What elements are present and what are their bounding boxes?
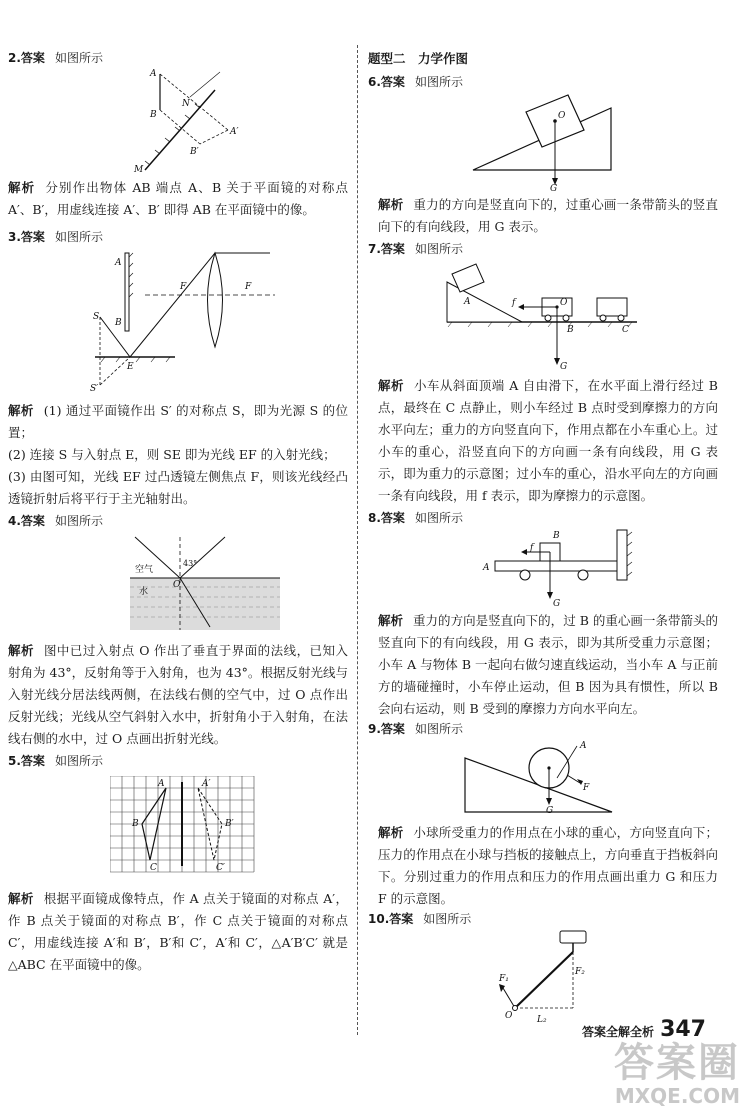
svg-text:B′: B′ xyxy=(225,819,234,829)
q3-explanation: 解析 (1) 通过平面镜作出 S′ 的对称点 S，即为光源 S 的位置； (2) 连接 S 与入射点 E，则 SE 即为光线 EF 的入射光线； (3) 由图可知，光线 EF 过凸透镜左侧焦点 F，则该光线经凸透镜折射后将平行于主光轴射出。 xyxy=(8,403,348,506)
svg-text:C′: C′ xyxy=(216,863,225,873)
svg-text:C: C xyxy=(150,863,157,873)
column-divider xyxy=(357,45,358,1035)
svg-text:N: N xyxy=(182,99,190,109)
q5-answer: 5.答案 如图所示 xyxy=(8,754,103,768)
watermark: 答案圈 MXQE.COM xyxy=(614,1040,740,1108)
svg-text:O: O xyxy=(505,1011,513,1021)
q2-answer: 2.答案 如图所示 xyxy=(8,51,103,65)
q5-explanation: 解析 根据平面镜成像特点，作 A 点关于镜面的对称点 A′，作 B 点关于镜面的对称点 B′，作 C 点关于镜面的对称点 C′，用虚线连接 A′和 B′，B′和 C′，A′和 C′，△A′B′C′ 就是△ABC 在平面镜中的像。 xyxy=(8,891,348,972)
svg-text:A′: A′ xyxy=(202,779,211,789)
q9-answer: 9.答案 如图所示 xyxy=(368,722,463,736)
q7-explanation: 解析 小车从斜面顶端 A 自由滑下，在水平面上滑行经过 B 点，最终在 C 点静止，则小车经过 B 点时受到摩擦力的方向水平向左；重力的方向竖直向下，作用点都在小车重心上。过小车的重心，沿竖直向下的方向画一条有向线段，用 G 表示，即为重力的示意图；过小车的重心，沿水平向左的方向画一条有向线段，用 f 表示，即为摩擦力的示意图。 xyxy=(378,378,718,503)
svg-text:S: S xyxy=(93,312,100,322)
q4-explanation: 解析 图中已过入射点 O 作出了垂直于界面的法线，已知入射角为 43°，反射角等于入射角，也为 43°。根据反射光线与入射光线分居法线两侧，在法线右侧的空气中，过 O 点作出反射光线；光线从空气斜射入水中，折射角小于入射角，在法线右侧的水中，过 O 点画出折射光线。 xyxy=(8,643,348,746)
q10-figure xyxy=(495,926,605,1026)
svg-text:f: f xyxy=(512,298,516,308)
q7-answer: 7.答案 如图所示 xyxy=(368,242,463,256)
svg-text:A′: A′ xyxy=(230,127,239,137)
svg-text:G: G xyxy=(553,599,561,608)
svg-text:A: A xyxy=(150,69,157,79)
svg-text:B: B xyxy=(115,318,122,328)
svg-text:B′: B′ xyxy=(190,147,199,157)
svg-text:F: F xyxy=(245,282,252,292)
svg-text:F: F xyxy=(180,282,187,292)
q8-explanation: 解析 重力的方向是竖直向下的，过 B 的重心画一条带箭头的竖直向下的有向线段，用 G 表示，即为其所受重力示意图；小车 A 与物体 B 一起向右做匀速直线运动，当小车 A 与正前方的墙碰撞时，小车停止运动，但 B 因为具有惯性，所以 B 会向右运动，则 B 受到的摩擦力方向水平向左。 xyxy=(378,613,718,716)
q6-answer: 6.答案 如图所示 xyxy=(368,75,463,89)
q7-figure xyxy=(442,258,642,370)
svg-text:B: B xyxy=(132,819,139,829)
svg-text:O: O xyxy=(560,298,568,308)
svg-text:B: B xyxy=(553,531,560,541)
svg-text:G: G xyxy=(560,362,568,370)
q2-figure xyxy=(120,62,250,174)
q4-air: 空气 xyxy=(135,565,154,575)
page-footer: 答案全解全析 347 xyxy=(582,1017,706,1042)
svg-text:A: A xyxy=(158,779,165,789)
svg-text:F₁: F₁ xyxy=(499,974,509,984)
svg-text:f: f xyxy=(530,543,534,553)
svg-text:B: B xyxy=(150,110,157,120)
page-number: 347 xyxy=(660,1017,706,1042)
q6-figure xyxy=(468,90,618,192)
q8-answer: 8.答案 如图所示 xyxy=(368,511,463,525)
svg-text:O: O xyxy=(558,111,566,121)
q8-figure xyxy=(475,528,635,608)
q4-water: 水 xyxy=(139,587,149,597)
svg-text:A: A xyxy=(115,258,122,268)
q9-explanation: 解析 小球所受重力的作用点在小球的重心，方向竖直向下；压力的作用点在小球与挡板的接触点上，方向垂直于挡板斜向下。分别过重力的作用点和压力的作用点画出重力 G 和压力 F 的示意图。 xyxy=(378,825,718,906)
q3-answer: 3.答案 如图所示 xyxy=(8,230,103,244)
svg-text:A: A xyxy=(483,563,490,573)
svg-text:A: A xyxy=(464,297,471,307)
svg-text:G: G xyxy=(546,806,554,816)
svg-text:M: M xyxy=(134,165,144,174)
q9-figure xyxy=(462,738,622,818)
q2-explanation: 解析 分别作出物体 AB 端点 A、B 关于平面镜的对称点 A′、B′，用虚线连接 A′、B′ 即得 AB 在平面镜中的像。 xyxy=(8,180,348,217)
q5-figure xyxy=(110,776,256,876)
svg-text:S′: S′ xyxy=(90,384,99,394)
svg-text:E: E xyxy=(127,362,134,372)
svg-text:L₂: L₂ xyxy=(537,1015,547,1025)
svg-text:C: C xyxy=(622,325,629,335)
q6-explanation: 解析 重力的方向是竖直向下的，过重心画一条带箭头的竖直向下的有向线段，用 G 表示。 xyxy=(378,197,718,234)
svg-text:G: G xyxy=(550,184,558,192)
svg-text:B: B xyxy=(567,325,574,335)
svg-text:F: F xyxy=(583,783,590,793)
svg-text:F₂: F₂ xyxy=(575,967,585,977)
svg-text:O: O xyxy=(173,580,181,590)
q10-answer: 10.答案 如图所示 xyxy=(368,912,472,926)
svg-text:A: A xyxy=(580,741,587,751)
q4-figure xyxy=(125,532,285,632)
q4-answer: 4.答案 如图所示 xyxy=(8,514,103,528)
q3-figure xyxy=(85,245,285,395)
section-title: 题型二 力学作图 xyxy=(368,51,469,66)
q4-angle: 43° xyxy=(183,559,198,568)
